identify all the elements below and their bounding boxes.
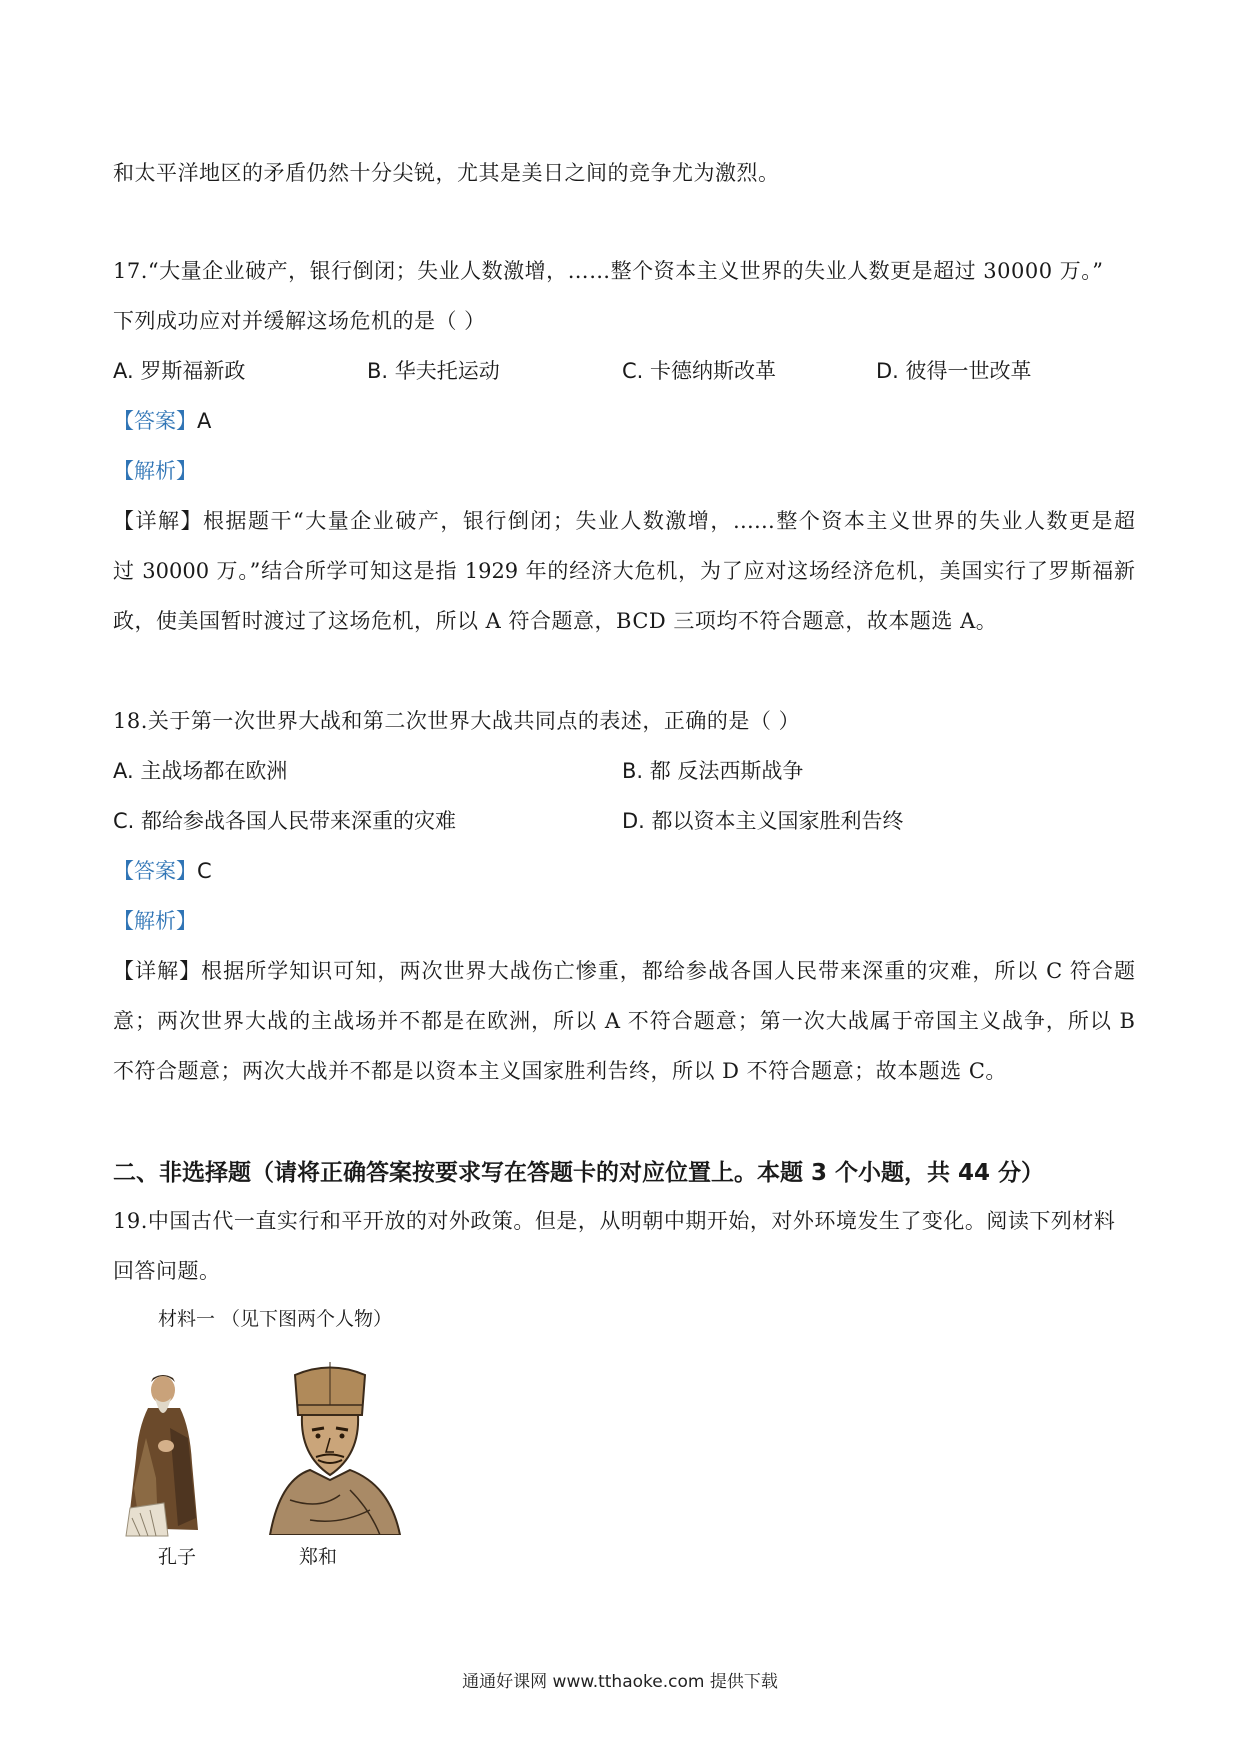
q18-detail-line1: 【详解】根据所学知识可知，两次世界大战伤亡惨重，都给参战各国人民带来深重的灾难，所以 C 符合题 [113, 959, 1135, 983]
q17-stem-line1: 17.“大量企业破产，银行倒闭；失业人数激增，……整个资本主义世界的失业人数更是超过 30000 万。” [113, 259, 1104, 283]
q17-option-d: D. 彼得一世改革 [876, 359, 1032, 383]
q18-option-a: A. 主战场都在欧洲 [113, 759, 288, 783]
q17-analysis [113, 456, 197, 486]
q17-option-b: B. 华夫托运动 [367, 359, 500, 383]
q17-analysis-tag: 【解析】 [113, 459, 197, 483]
q17-stem-line2: 下列成功应对并缓解这场危机的是（ ） [113, 309, 486, 333]
q18-option-c: C. 都给参战各国人民带来深重的灾难 [113, 809, 457, 833]
q18-stem-line1: 18.关于第一次世界大战和第二次世界大战共同点的表述，正确的是（ ） [113, 709, 801, 733]
q17-option-c: C. 卡德纳斯改革 [622, 359, 777, 383]
q18-option-b: B. 都 反法西斯战争 [622, 759, 804, 783]
q18-detail-line2: 意；两次世界大战的主战场并不都是在欧洲，所以 A 不符合题意；第一次大战属于帝国主义战争，所以 B [113, 1009, 1135, 1033]
confucius-portrait [118, 1368, 208, 1538]
q17-answer [113, 406, 211, 436]
continuation-text: 和太平洋地区的矛盾仍然十分尖锐，尤其是美日之间的竞争尤为激烈。 [113, 161, 780, 185]
zhenghe-label: 郑和 [299, 1546, 338, 1568]
q17-detail-line1: 【详解】根据题干“大量企业破产，银行倒闭；失业人数激增，……整个资本主义世界的失业人数更是超 [113, 509, 1135, 533]
q18-analysis-tag: 【解析】 [113, 909, 197, 933]
q18-analysis [113, 906, 197, 936]
confucius-label: 孔子 [158, 1546, 197, 1568]
q17-option-a: A. 罗斯福新政 [113, 359, 246, 383]
zhenghe-portrait [250, 1360, 410, 1535]
q17-detail-line3: 政，使美国暂时渡过了这场危机，所以 A 符合题意，BCD 三项均不符合题意，故本题选 A。 [113, 609, 998, 633]
q17-answer-tag: 【答案】 [113, 409, 197, 433]
q18-answer-tag: 【答案】 [113, 859, 197, 883]
q19-stem-line1: 19.中国古代一直实行和平开放的对外政策。但是，从明朝中期开始，对外环境发生了变化。阅读下列材料 [113, 1209, 1116, 1233]
q18-detail-line3: 不符合题意；两次大战并不都是以资本主义国家胜利告终，所以 D 不符合题意；故本题选 C。 [113, 1059, 1007, 1083]
q18-option-d: D. 都以资本主义国家胜利告终 [622, 809, 904, 833]
q17-answer-value: A [197, 409, 212, 433]
section-title: 二、非选择题（请将正确答案按要求写在答题卡的对应位置上。本题 3 个小题，共 44 分） [113, 1160, 1045, 1186]
q19-stem-line2: 回答问题。 [113, 1259, 221, 1283]
material-caption: 材料一 （见下图两个人物） [158, 1308, 393, 1330]
q18-answer [113, 856, 212, 886]
q18-answer-value: C [197, 859, 212, 883]
page-footer: 通通好课网 www.tthaoke.com 提供下载 [462, 1672, 778, 1692]
q17-detail-line2: 过 30000 万。”结合所学可知这是指 1929 年的经济大危机，为了应对这场经济危机，美国实行了罗斯福新 [113, 559, 1135, 583]
